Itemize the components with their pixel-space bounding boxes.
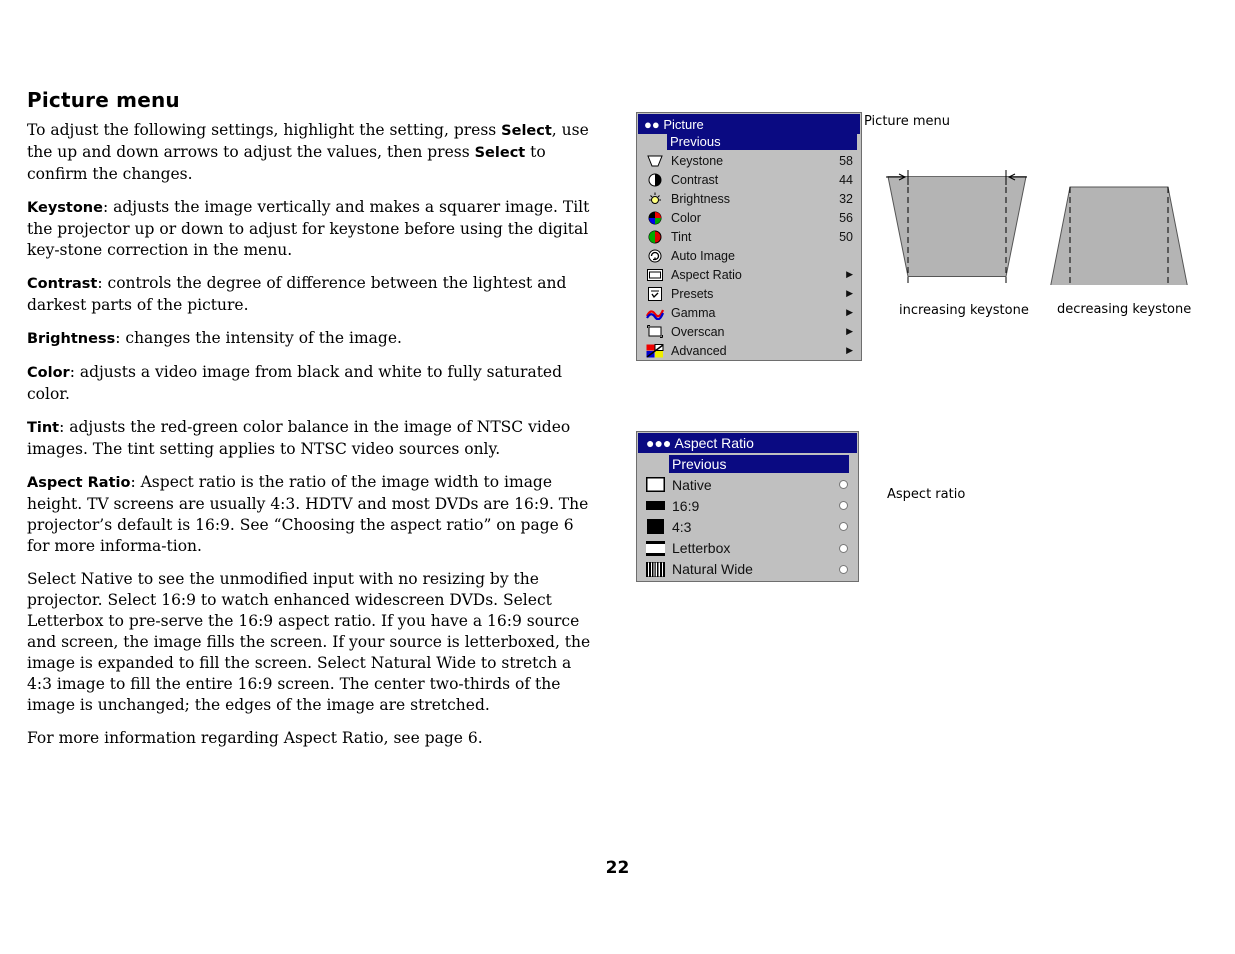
aspect-ratio-menu xyxy=(636,431,859,582)
radio-button[interactable] xyxy=(839,565,848,574)
aspect-option-letterbox[interactable] xyxy=(637,538,858,559)
radio-button[interactable] xyxy=(839,480,848,489)
menu-item-contrast[interactable] xyxy=(637,170,861,189)
16-9-icon xyxy=(645,499,665,513)
keystone-paragraph: Keystone: adjusts the image vertically and makes a squarer image. Tilt the projector up or down to adjust for keystone before using the digital key-stone correction in the menu. xyxy=(27,198,590,259)
natural-wide-icon xyxy=(645,562,665,576)
tint-paragraph: Tint: adjusts the red-green color balance in the image of NTSC video images. The tint setting applies to NTSC video sources only. xyxy=(27,418,571,458)
aspect-option-4-3[interactable] xyxy=(637,516,858,537)
section-title: Picture menu xyxy=(27,88,180,112)
body-text xyxy=(27,120,599,761)
picture-menu-title: ●● Picture xyxy=(638,114,860,134)
submenu-arrow-icon: ▶ xyxy=(846,326,853,336)
menu-item-label: Tint xyxy=(671,229,692,244)
menu-item-value: 50 xyxy=(839,229,853,244)
menu-item-label: Auto Image xyxy=(671,248,735,263)
previous-button[interactable]: Previous xyxy=(669,455,849,473)
contrast-paragraph: Contrast: controls the degree of difference between the lightest and darkest parts of the picture. xyxy=(27,274,567,314)
menu-item-label: Overscan xyxy=(671,324,725,339)
radio-button[interactable] xyxy=(839,501,848,510)
aspect-option-native[interactable] xyxy=(637,474,858,495)
menu-item-overscan[interactable] xyxy=(637,322,861,341)
submenu-arrow-icon: ▶ xyxy=(846,269,853,279)
more-info-paragraph: For more information regarding Aspect Ratio, see page 6. xyxy=(27,729,483,747)
menu-item-label: Gamma xyxy=(671,305,716,320)
intro-paragraph: To adjust the following settings, highlight the setting, press Select, use the up and down arrows to adjust the values, then press Select to confirm the changes. xyxy=(27,121,589,183)
aspect-options-paragraph: Select Native to see the unmodified input with no resizing by the projector. Select 16:9 to watch enhanced widescreen DVDs. Select Letterbox to pre-serve the 16:9 aspect ratio. If you have a 16:9 source and screen, the image fills the screen. If your source is letterboxed, the image is expanded to fill the screen. Select Natural Wide to stretch a 4:3 image to fill the entire 16:9 screen. The center two-thirds of the image is unchanged; the edges of the image are stretched. xyxy=(27,570,591,714)
menu-item-label: Color xyxy=(671,210,701,225)
aspect-option-label: 4:3 xyxy=(672,518,692,535)
keystone-diagrams xyxy=(880,165,1200,285)
aspect-option-label: Natural Wide xyxy=(672,561,753,578)
aspect-ratio-caption: Aspect ratio xyxy=(887,487,966,502)
tint-icon xyxy=(646,230,664,244)
previous-button[interactable]: Previous xyxy=(667,134,857,150)
overscan-icon xyxy=(646,325,664,339)
picture-menu-caption: Picture menu xyxy=(864,114,950,129)
menu-item-brightness[interactable] xyxy=(637,189,861,208)
native-icon xyxy=(645,478,665,492)
menu-item-keystone[interactable] xyxy=(637,151,861,170)
presets-icon xyxy=(646,287,664,301)
menu-item-label: Advanced xyxy=(671,343,727,358)
menu-item-value: 44 xyxy=(839,172,853,187)
menu-item-value: 58 xyxy=(839,153,853,168)
advanced-icon xyxy=(646,344,664,358)
auto-image-icon xyxy=(646,249,664,263)
aspect-ratio-icon xyxy=(646,268,664,282)
menu-item-label: Aspect Ratio xyxy=(671,267,742,282)
aspect-option-16-9[interactable] xyxy=(637,495,858,516)
letterbox-icon xyxy=(645,541,665,555)
menu-item-value: 32 xyxy=(839,191,853,206)
contrast-icon xyxy=(646,173,664,187)
brightness-icon xyxy=(646,192,664,206)
menu-item-color[interactable] xyxy=(637,208,861,227)
4-3-icon xyxy=(645,520,665,534)
menu-item-label: Brightness xyxy=(671,191,731,206)
menu-item-label: Contrast xyxy=(671,172,719,187)
page-number: 22 xyxy=(605,858,630,878)
menu-item-label: Presets xyxy=(671,286,714,301)
aspect-ratio-menu-title: ●●● Aspect Ratio xyxy=(638,433,857,453)
brightness-paragraph: Brightness: changes the intensity of the image. xyxy=(27,329,402,347)
aspect-option-natural-wide[interactable] xyxy=(637,559,858,580)
menu-item-gamma[interactable] xyxy=(637,303,861,322)
submenu-arrow-icon: ▶ xyxy=(846,288,853,298)
menu-item-value: 56 xyxy=(839,210,853,225)
keystone-icon xyxy=(646,154,664,168)
menu-item-auto-image[interactable] xyxy=(637,246,861,265)
submenu-arrow-icon: ▶ xyxy=(846,307,853,317)
menu-item-tint[interactable] xyxy=(637,227,861,246)
picture-menu xyxy=(636,112,862,361)
increasing-keystone-diagram xyxy=(886,170,1027,285)
decreasing-keystone-label: decreasing keystone xyxy=(1057,302,1192,317)
decreasing-keystone-diagram xyxy=(1050,187,1190,285)
menu-item-advanced[interactable] xyxy=(637,341,861,360)
radio-button[interactable] xyxy=(839,522,848,531)
submenu-arrow-icon: ▶ xyxy=(846,345,853,355)
menu-item-aspect-ratio[interactable] xyxy=(637,265,861,284)
color-icon xyxy=(646,211,664,225)
aspect-option-label: Letterbox xyxy=(672,540,731,557)
aspect-ratio-paragraph: Aspect Ratio: Aspect ratio is the ratio of the image width to image height. TV screens are usually 4:3. HDTV and most DVDs are 16:9. The projector’s default is 16:9. See “Choosing the aspect ratio” on page 6 for more informa-tion. xyxy=(27,473,589,555)
radio-button[interactable] xyxy=(839,544,848,553)
gamma-icon xyxy=(646,306,664,320)
increasing-keystone-label: increasing keystone xyxy=(899,303,1029,318)
menu-item-label: Keystone xyxy=(671,153,724,168)
menu-item-presets[interactable] xyxy=(637,284,861,303)
color-paragraph: Color: adjusts a video image from black and white to fully saturated color. xyxy=(27,363,563,403)
aspect-option-label: 16:9 xyxy=(672,497,700,514)
aspect-option-label: Native xyxy=(672,476,712,493)
